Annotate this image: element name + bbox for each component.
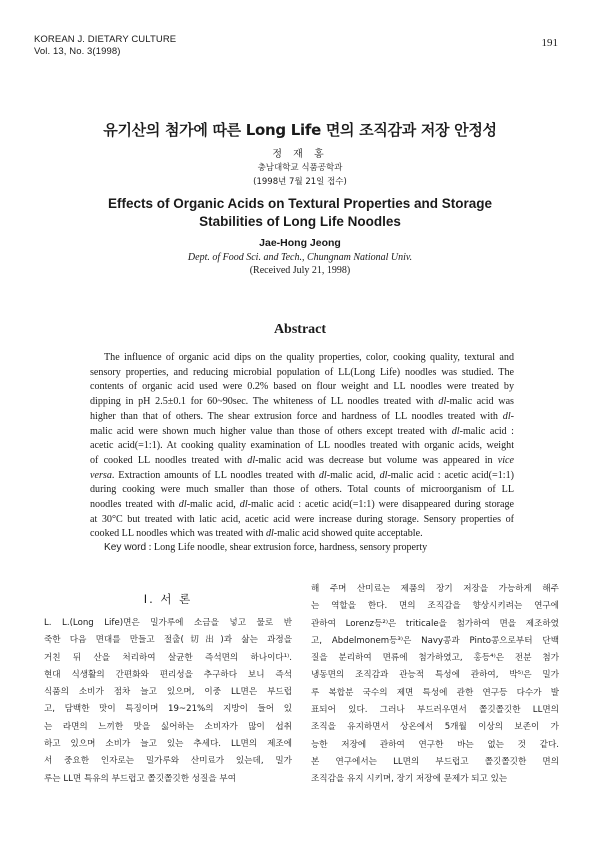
abstract-line: at 30°C but treated with latic acid, acetic acid were increase during storage. Sensory properties of: [90, 513, 514, 525]
intro-right-line: 질을 분리하여 면류에 첨가하였고, 홍등⁴⁾은 전분 첨가: [311, 653, 559, 664]
intro-right-line: 조직감을 유지 시키며, 장기 저장에 문제가 되고 있는: [311, 774, 508, 785]
keyword-list: : Long Life noodle, shear extrusion force, hardness, sensory property: [148, 542, 428, 553]
intro-left-line: 고, 담백한 맛이 특징이며 19~21%의 지방이 들어 있: [44, 704, 292, 715]
running-header: [34, 34, 176, 58]
english-affiliation: Dept. of Food Sci. and Tech., Chungnam National Univ.: [187, 252, 413, 263]
body-column-left: [44, 615, 292, 788]
english-author: Jae-Hong Jeong: [259, 237, 341, 249]
intro-right-line: 고, Abdelmonem등³⁾은 Navy콩과 Pinto콩으로부터 단백: [311, 635, 559, 646]
abstract-line: noodles treated with dl-malic acid, dl-malic acid : acetic acid(=1:1) were disappeared during storage: [90, 499, 514, 511]
abstract-line: versa. Extraction amounts of LL noodles treated with dl-malic acid, dl-malic acid : acetic acid(=1:1): [90, 469, 514, 481]
intro-right-line: 표되어 있다. 그러나 부드러우면서 쫄깃쫄깃한 LL면의: [311, 705, 559, 716]
body-column-right: [311, 581, 559, 789]
english-received-date: (Received July 21, 1998): [249, 265, 351, 276]
intro-right-line: 능한 저장에 관하여 연구한 바는 없는 것 같다.: [311, 739, 559, 750]
korean-author: 정 재 홍: [272, 149, 328, 160]
abstract-line: sensory properties, and reducing microbial population of LL(Long Life) noodles was studied. The: [90, 366, 514, 378]
intro-right-line: 해 주며 산미료는 제품의 장기 저장을 가능하게 해주: [311, 584, 559, 594]
abstract-line: acetic acid(=1:1). At cooking quality examination of LL noodles treated with organic acids, weight: [90, 440, 514, 452]
intro-right-line: 조직을 유지하면서 상온에서 5개월 이상의 보존이 가: [311, 722, 559, 733]
intro-right-line: 관하여 Lorenz등²⁾은 triticale을 첨가하여 면을 제조하였: [311, 618, 559, 629]
intro-right-line: 는 역할을 한다. 면의 조직감을 향상시키려는 연구에: [311, 601, 559, 612]
intro-left-line: 하고 있으며 소비가 늘고 있는 추세다. LL면의 제조에: [44, 739, 292, 750]
abstract-line: of cooked LL noodles treated with dl-malic acid was decrease but volume was appeared in vice: [90, 454, 514, 466]
abstract-line: The influence of organic acid dips on the quality properties, color, cooking quality, textural and: [104, 352, 514, 363]
abstract-line: during cooking were much smaller than those of others. Total counts of microorganism of LL: [90, 484, 514, 496]
abstract-body: [90, 351, 514, 542]
korean-title: 유기산의 첨가에 따른 Long Life 면의 조직감과 저장 안정성: [103, 121, 497, 139]
abstract-line: malic acid were shown much higher value than those of others except treated with dl-malic acid :: [90, 425, 514, 437]
journal-name: KOREAN J. DIETARY CULTURE: [34, 34, 177, 45]
abstract-heading: Abstract: [273, 322, 327, 337]
intro-left-line: 죽한 다음 면대를 만들고 절출(切出)과 삶는 과정을: [44, 635, 292, 646]
english-title: [0, 195, 600, 231]
intro-left-line: 거친 뒤 산을 처리하여 살균한 즉석면의 하나이다¹⁾.: [44, 652, 292, 663]
abstract-line: contents of organic acid used were 0.2% based on flour weight and LL noodles were treated by: [90, 381, 514, 393]
intro-right-line: 본 연구에서는 LL면의 부드럽고 쫄깃쫄깃한 면의: [311, 756, 559, 767]
intro-left-line: 루는 LL면 특유의 부드럽고 쫄깃쫄깃한 성질을 부여: [44, 773, 236, 784]
intro-left-line: 는 라면의 느끼한 맛을 싫어하는 소비자가 많이 섭취: [44, 721, 292, 732]
page-number: 191: [541, 37, 558, 49]
intro-right-line: 냉동면의 조직감과 관능적 특성에 관하여, 박⁵⁾은 밀가: [311, 670, 559, 681]
abstract-line: higher than that of others. The shear extrusion force and hardness of LL noodles treated with dl-: [90, 410, 514, 422]
keyword-label: Key word: [104, 542, 147, 553]
intro-left-line: L. L.(Long Life)면은 밀가루에 소금을 넣고 물로 반: [44, 618, 292, 628]
abstract-line: cooked LL noodles which was treated with dl-malic acid showed quite acceptable.: [90, 528, 423, 540]
korean-affiliation: 충남대학교 식품공학과: [257, 163, 343, 173]
intro-left-line: 서 중요한 인자로는 밀가루와 산미료가 있는데, 밀가: [44, 756, 292, 767]
journal-volume: Vol. 13, No. 3(1998): [34, 46, 121, 57]
english-title-line: Effects of Organic Acids on Textural Properties and Storage: [107, 196, 493, 211]
intro-left-line: 현대 식생활의 간편화와 편리성을 추구하다 보니 즉석: [44, 669, 292, 680]
section-heading-introduction: I. 서 론: [143, 592, 193, 606]
keywords: [104, 542, 427, 553]
intro-left-line: 식품의 소비가 점차 늘고 있으며, 이중 LL면은 부드럽: [44, 687, 292, 698]
abstract-line: dipping in pH 2.5±0.1 for 60~90sec. The whiteness of LL noodles treated with dl-malic acid was: [90, 396, 514, 408]
intro-right-line: 루 복합분 국수의 제면 특성에 관한 연구등 다수가 발: [311, 687, 559, 698]
english-title-line: Stabilities of Long Life Noodles: [199, 214, 401, 229]
korean-received-date: (1998년 7월 21일 접수): [253, 177, 347, 187]
